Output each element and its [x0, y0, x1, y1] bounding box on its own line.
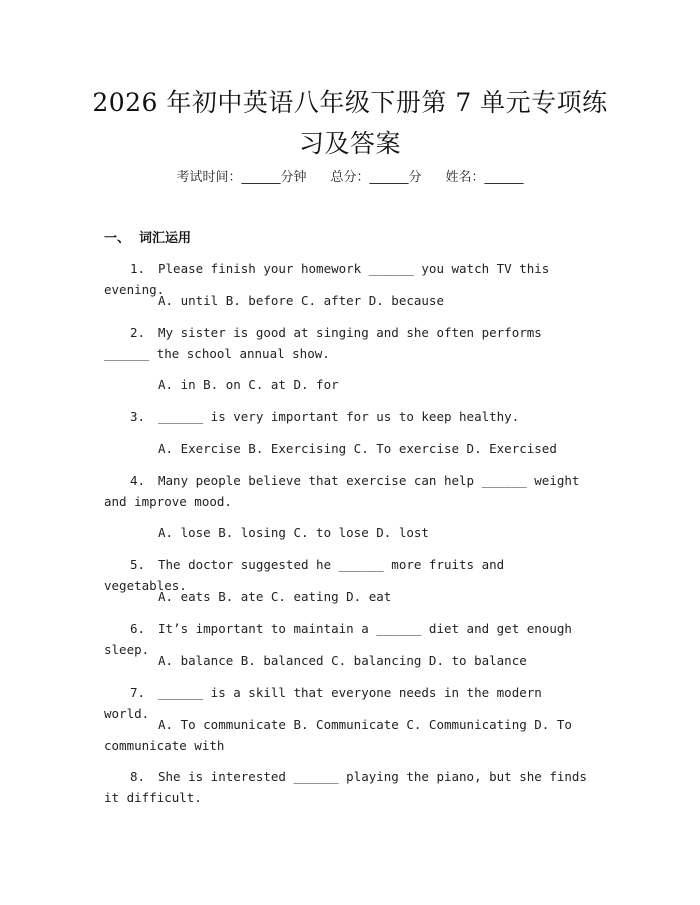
question-number: 6.	[130, 621, 146, 636]
question-number: 3.	[130, 409, 146, 424]
question-3	[104, 407, 590, 428]
question-7-options: A. To communicate B. Communicate C. Communicating D. To communicate with	[104, 717, 572, 753]
question-number: 2.	[130, 325, 146, 340]
question-text: She is interested ______ playing the piano, but she finds it difficult.	[104, 769, 587, 805]
question-1-options: A. until B. before C. after D. because	[158, 293, 444, 308]
question-text: ______ is a skill that everyone needs in the modern world.	[104, 685, 542, 721]
question-text: It’s important to maintain a ______ diet and get enough sleep.	[104, 621, 572, 657]
question-number: 1.	[130, 261, 146, 276]
question-text: ______ is very important for us to keep healthy.	[158, 409, 520, 424]
title-line-1: 2026 年初中英语八年级下册第 7 单元专项练	[92, 88, 608, 117]
section-heading: 一、 词汇运用	[104, 231, 192, 246]
question-number: 7.	[130, 685, 146, 700]
question-3-options: A. Exercise B. Exercising C. To exercise D. Exercised	[158, 441, 557, 456]
student-name: 姓名：______	[445, 170, 524, 185]
question-4	[104, 471, 590, 512]
title-line-2: 习及答案	[298, 129, 401, 158]
question-text: Many people believe that exercise can help ______ weight and improve mood.	[104, 473, 580, 509]
exam-time: 考试时间：______分钟	[176, 170, 307, 185]
question-5-options: A. eats B. ate C. eating D. eat	[158, 589, 392, 604]
question-6-options: A. balance B. balanced C. balancing D. to balance	[158, 653, 527, 668]
question-number: 8.	[130, 769, 146, 784]
question-8	[104, 767, 590, 808]
question-2	[104, 323, 590, 364]
exam-info	[0, 168, 700, 188]
question-text: The doctor suggested he ______ more fruits and vegetables.	[104, 557, 505, 593]
question-text: Please finish your homework ______ you watch TV this evening.	[104, 261, 550, 297]
question-2-options: A. in B. on C. at D. for	[158, 377, 339, 392]
question-number: 4.	[130, 473, 146, 488]
question-number: 5.	[130, 557, 146, 572]
page-title	[80, 82, 620, 164]
question-text: My sister is good at singing and she often performs ______ the school annual show.	[104, 325, 542, 361]
total-score: 总分：______分	[330, 170, 422, 185]
question-4-options: A. lose B. losing C. to lose D. lost	[158, 525, 429, 540]
